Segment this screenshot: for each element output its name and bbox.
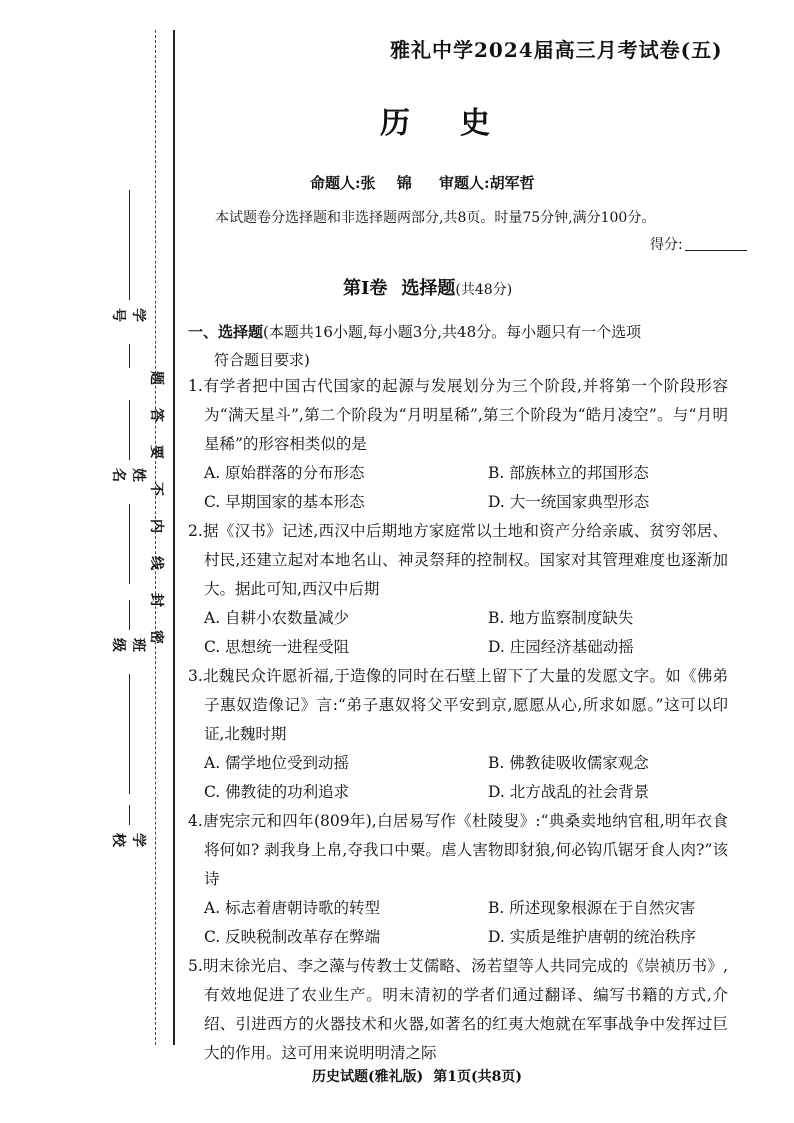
instructions-line1: (本题共16小题,每小题3分,共48分。每小题只有一个选项 — [263, 323, 642, 341]
setter-name: 张 锦 — [360, 174, 420, 192]
seal-char: 要 — [148, 445, 164, 459]
school-field[interactable] — [110, 805, 146, 869]
option-a[interactable]: A. 自耕小农数量减少 — [204, 609, 350, 627]
question-5 — [188, 952, 728, 1068]
option-c[interactable]: C. 反映税制改革存在弊端 — [204, 928, 381, 946]
seal-char: 题 — [148, 371, 164, 385]
name-field[interactable] — [110, 400, 146, 584]
question-list — [188, 372, 728, 1068]
seal-notice — [148, 370, 164, 645]
seal-char: 封 — [148, 593, 164, 607]
school-blank[interactable] — [129, 805, 130, 825]
name-label: 姓名 — [110, 468, 146, 496]
option-b[interactable]: B. 地方监察制度缺失 — [488, 609, 634, 627]
section-points: (共48分) — [455, 282, 513, 298]
score-blank[interactable] — [685, 250, 747, 251]
page-footer — [312, 1066, 532, 1086]
question-stem: 1.有学者把中国古代国家的起源与发展划分为三个阶段,并将第一个阶段形容为“满天星斗”,第二个阶段为“月明星稀”,第三个阶段为“皓月凌空”。与“月明星稀”的形容相类似的是 — [188, 377, 728, 453]
option-c[interactable]: C. 思想统一进程受阻 — [204, 638, 350, 656]
instructions-line2: 符合题目要求) — [214, 351, 310, 369]
seal-char: 内 — [148, 519, 164, 533]
reviewer-name: 胡军哲 — [489, 174, 535, 192]
class-label: 班级 — [110, 638, 146, 666]
question-2 — [188, 517, 728, 662]
footer-page: 第1页(共8页) — [433, 1069, 522, 1085]
option-c[interactable]: C. 早期国家的基本形态 — [204, 493, 365, 511]
question-stem: 2.据《汉书》记述,西汉中后期地方家庭常以土地和资产分给亲戚、贫穷邻居、村民,还建立起对本地名山、神灵祭拜的控制权。国家对其管理难度也逐渐加大。据此可知,西汉中后期 — [188, 522, 728, 598]
student-id-blank-end — [129, 344, 130, 368]
section-title: 第Ⅰ卷 — [343, 278, 388, 299]
score-box — [650, 234, 747, 254]
option-group — [188, 894, 728, 952]
score-label: 得分: — [650, 237, 683, 253]
instructions-lead: 一、选择题 — [188, 323, 264, 341]
class-field[interactable] — [110, 600, 146, 794]
seal-char: 不 — [148, 482, 164, 496]
option-group — [188, 749, 728, 807]
section-subtitle: 选择题 — [401, 278, 456, 299]
option-d[interactable]: D. 北方战乱的社会背景 — [488, 783, 650, 801]
option-group — [188, 604, 728, 662]
class-blank-end — [129, 674, 130, 794]
setter-label: 命题人: — [310, 174, 361, 192]
seal-char: 密 — [148, 630, 164, 644]
exam-intro: 本试题卷分选择题和非选择题两部分,共8页。时量75分钟,满分100分。 — [215, 210, 656, 226]
school-label: 学校 — [110, 833, 146, 861]
option-group — [188, 459, 728, 517]
option-a[interactable]: A. 原始群落的分布形态 — [204, 464, 365, 482]
class-blank[interactable] — [129, 600, 130, 630]
binding-line — [173, 30, 175, 1045]
authors-line — [310, 172, 549, 193]
option-b[interactable]: B. 佛教徒吸收儒家观念 — [488, 754, 649, 772]
question-stem: 3.北魏民众许愿祈福,于造像的同时在石壁上留下了大量的发愿文字。如《佛弟子惠奴造像记》言:“弟子惠奴将父平安到京,愿愿从心,所求如愿。”这可以印证,北魏时期 — [188, 667, 728, 743]
option-c[interactable]: C. 佛教徒的功利追求 — [204, 783, 350, 801]
option-a[interactable]: A. 标志着唐朝诗歌的转型 — [204, 899, 381, 917]
question-stem: 5.明末徐光启、李之藻与传教士艾儒略、汤若望等人共同完成的《崇祯历书》,有效地促进了农业生产。明末清初的学者们通过翻译、编写书籍的方式,介绍、引进西方的火器技术和火器,如著名的红夷大炮就在军事战争中发挥过巨大的作用。这可用来说明明清之际 — [188, 957, 728, 1062]
exam-title: 雅礼中学2024届高三月考试卷(五) — [390, 38, 723, 62]
seal-char: 线 — [148, 556, 164, 570]
option-b[interactable]: B. 所述现象根源在于自然灾害 — [488, 899, 696, 917]
section-instructions — [188, 318, 728, 374]
subject-title: 历史 — [380, 106, 540, 141]
question-3 — [188, 662, 728, 807]
section-heading — [343, 274, 512, 300]
option-a[interactable]: A. 儒学地位受到动摇 — [204, 754, 350, 772]
seal-char: 答 — [148, 408, 164, 422]
student-id-field[interactable] — [110, 190, 146, 368]
option-d[interactable]: D. 实质是维护唐朝的统治秩序 — [488, 928, 696, 946]
reviewer-label: 审题人: — [439, 174, 490, 192]
name-blank-end — [129, 504, 130, 584]
question-4 — [188, 807, 728, 952]
name-blank[interactable] — [129, 400, 130, 460]
student-id-label: 学号 — [110, 308, 146, 336]
footer-name: 历史试题(雅礼版) — [312, 1069, 424, 1085]
option-d[interactable]: D. 庄园经济基础动摇 — [488, 638, 634, 656]
question-1 — [188, 372, 728, 517]
student-id-blank[interactable] — [129, 190, 130, 300]
option-b[interactable]: B. 部族林立的邦国形态 — [488, 464, 649, 482]
option-d[interactable]: D. 大一统国家典型形态 — [488, 493, 650, 511]
question-stem: 4.唐宪宗元和四年(809年),白居易写作《杜陵叟》:“典桑卖地纳官租,明年衣食将何如? 剥我身上帛,夺我口中粟。虐人害物即豺狼,何必钩爪锯牙食人肉?”该诗 — [188, 812, 728, 888]
